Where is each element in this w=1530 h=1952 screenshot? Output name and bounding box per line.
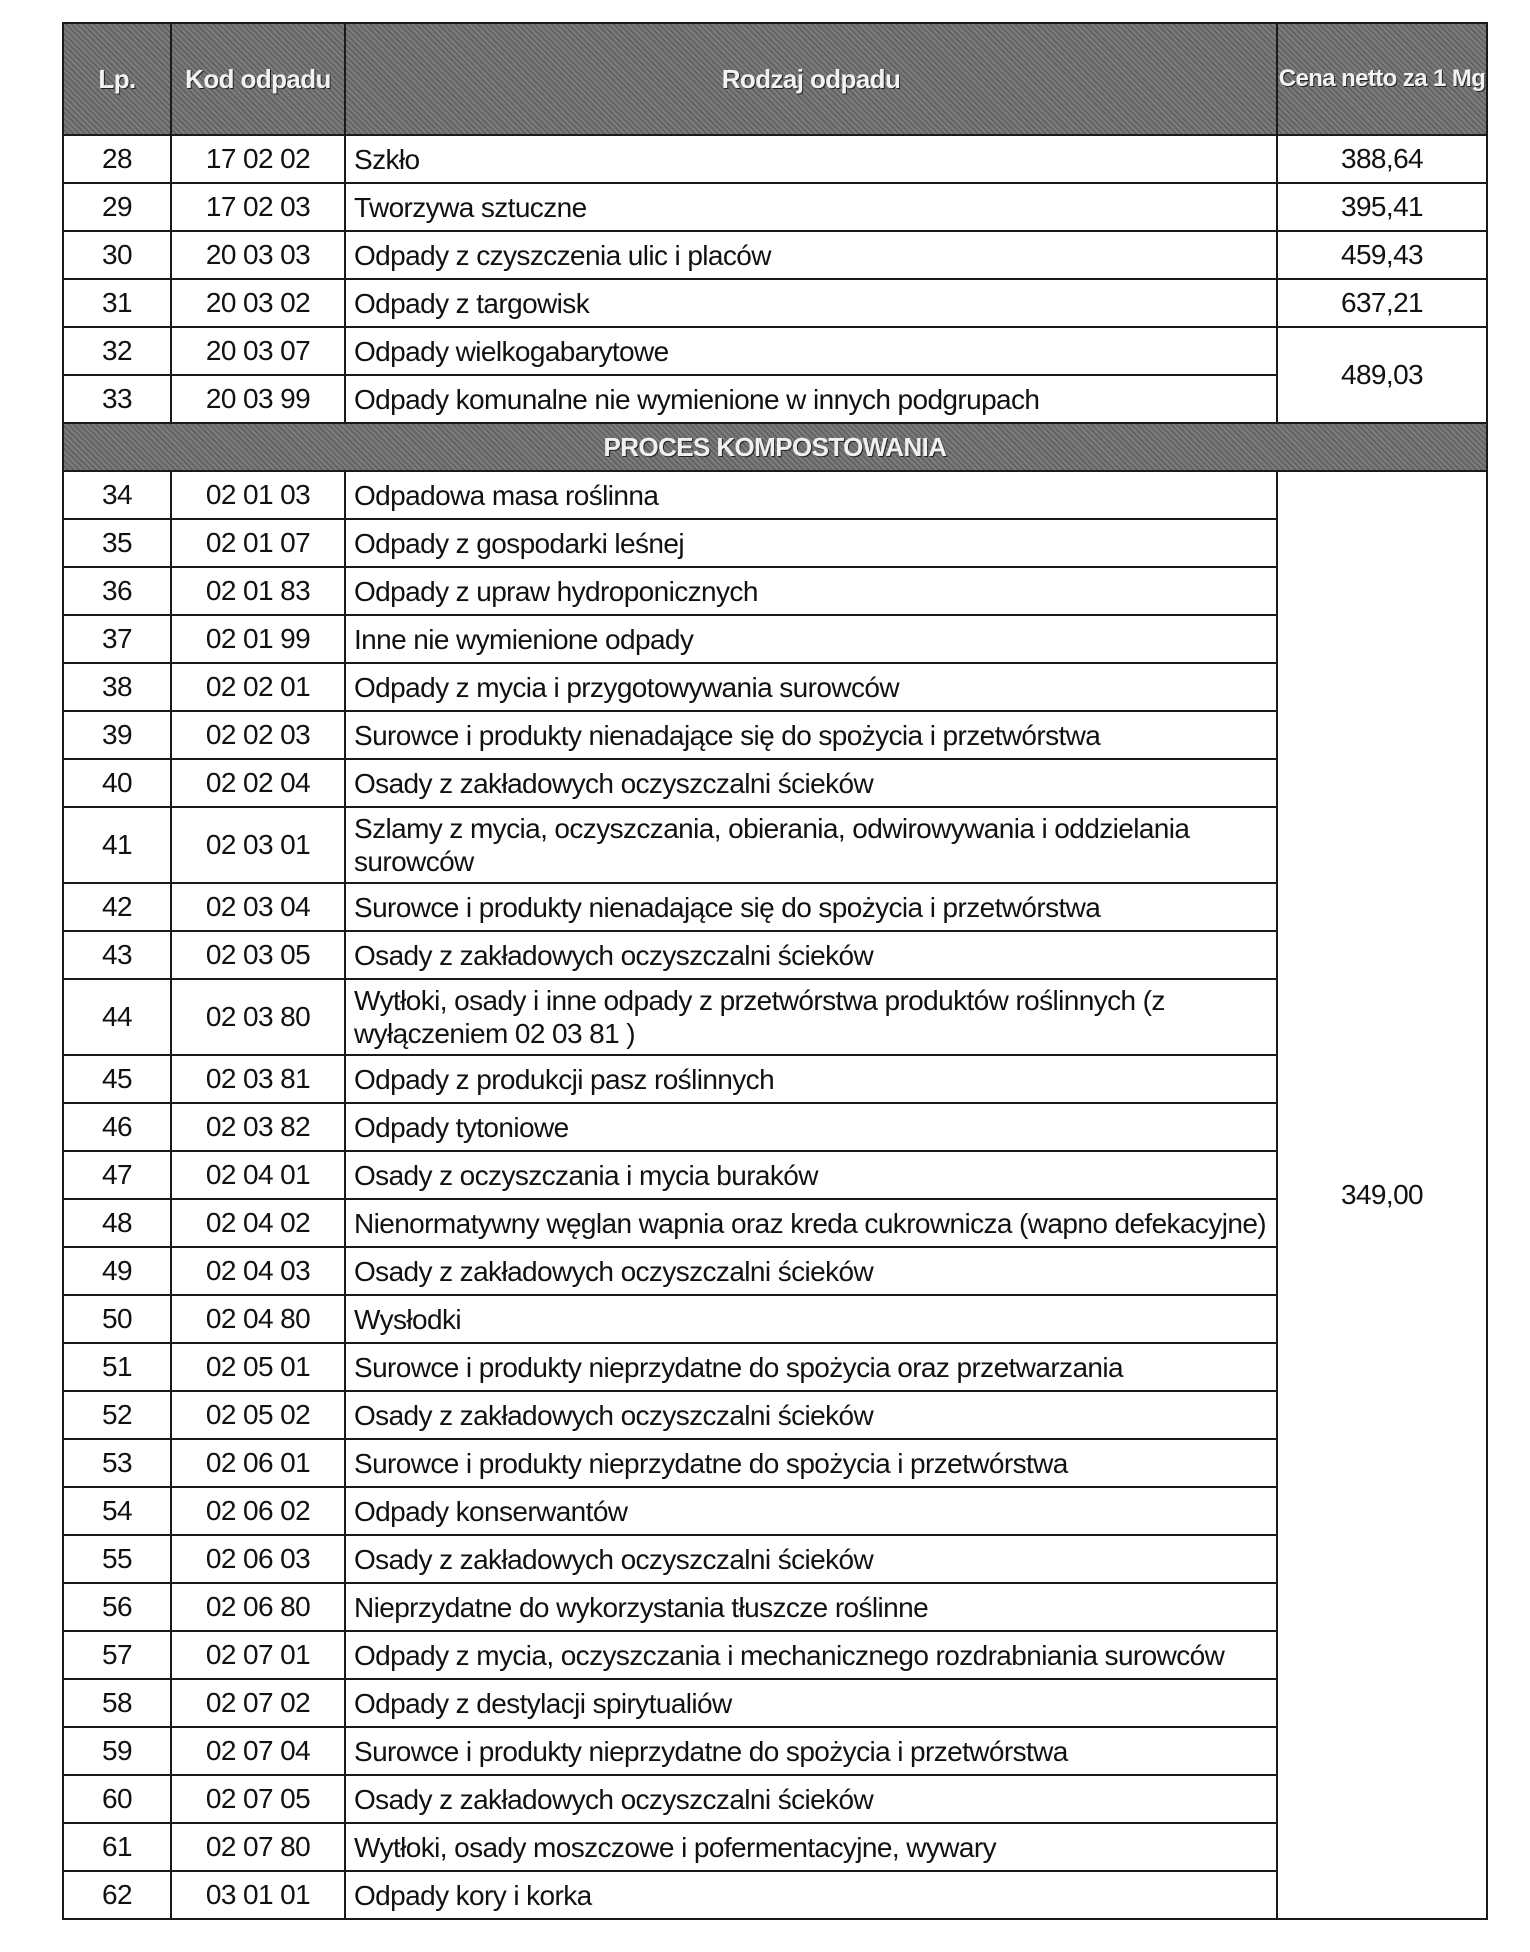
row-lp: 37 [63, 615, 171, 663]
row-lp: 41 [63, 807, 171, 883]
table-row [63, 663, 1487, 711]
row-name: Odpady kory i korka [345, 1871, 1277, 1919]
row-name: Odpady z upraw hydroponicznych [345, 567, 1277, 615]
row-lp: 49 [63, 1247, 171, 1295]
row-lp: 40 [63, 759, 171, 807]
row-code: 02 07 80 [171, 1823, 345, 1871]
row-code: 02 01 99 [171, 615, 345, 663]
row-name: Odpady z mycia i przygotowywania surowców [345, 663, 1277, 711]
row-name: Odpady z destylacji spirytualiów [345, 1679, 1277, 1727]
row-lp: 55 [63, 1535, 171, 1583]
row-lp: 45 [63, 1055, 171, 1103]
row-name: Odpady tytoniowe [345, 1103, 1277, 1151]
row-name: Osady z oczyszczania i mycia buraków [345, 1151, 1277, 1199]
row-lp: 32 [63, 327, 171, 375]
table-row [63, 519, 1487, 567]
row-name: Wytłoki, osady i inne odpady z przetwórstwa produktów roślinnych (z wyłączeniem 02 03 81 ) [345, 979, 1277, 1055]
row-code: 02 03 82 [171, 1103, 345, 1151]
row-lp: 51 [63, 1343, 171, 1391]
row-code: 02 06 80 [171, 1583, 345, 1631]
row-name: Odpady z mycia, oczyszczania i mechanicznego rozdrabniania surowców [345, 1631, 1277, 1679]
row-name: Nieprzydatne do wykorzystania tłuszcze roślinne [345, 1583, 1277, 1631]
table-row [63, 883, 1487, 931]
table-row [63, 615, 1487, 663]
table-row [63, 1727, 1487, 1775]
row-price: 395,41 [1277, 183, 1487, 231]
header-code: Kod odpadu [171, 23, 345, 135]
table-row [63, 1823, 1487, 1871]
row-code: 02 02 04 [171, 759, 345, 807]
row-lp: 34 [63, 471, 171, 519]
header-price: Cena netto za 1 Mg [1277, 23, 1487, 135]
row-code: 02 01 83 [171, 567, 345, 615]
row-name: Odpady z gospodarki leśnej [345, 519, 1277, 567]
table-row [63, 471, 1487, 519]
row-name: Odpady wielkogabarytowe [345, 327, 1277, 375]
table-row [63, 1679, 1487, 1727]
waste-price-table [62, 22, 1488, 1920]
row-code: 02 03 81 [171, 1055, 345, 1103]
row-code: 02 07 04 [171, 1727, 345, 1775]
table-row [63, 231, 1487, 279]
section-title: PROCES KOMPOSTOWANIA [63, 423, 1487, 471]
row-name: Tworzywa sztuczne [345, 183, 1277, 231]
merged-price-compost: 349,00 [1277, 471, 1487, 1919]
table-row [63, 1871, 1487, 1919]
table-row [63, 1295, 1487, 1343]
row-name: Wysłodki [345, 1295, 1277, 1343]
row-code: 02 04 80 [171, 1295, 345, 1343]
row-name: Odpady z produkcji pasz roślinnych [345, 1055, 1277, 1103]
row-code: 20 03 03 [171, 231, 345, 279]
table-row [63, 759, 1487, 807]
row-name: Osady z zakładowych oczyszczalni ścieków [345, 759, 1277, 807]
table-row [63, 1103, 1487, 1151]
row-lp: 54 [63, 1487, 171, 1535]
table-row [63, 979, 1487, 1055]
row-lp: 48 [63, 1199, 171, 1247]
table-row [63, 1439, 1487, 1487]
row-lp: 39 [63, 711, 171, 759]
row-lp: 46 [63, 1103, 171, 1151]
table-row [63, 183, 1487, 231]
price-table-sheet [62, 22, 1486, 1920]
row-code: 20 03 07 [171, 327, 345, 375]
row-code: 02 01 03 [171, 471, 345, 519]
row-lp: 28 [63, 135, 171, 183]
row-lp: 29 [63, 183, 171, 231]
row-name: Szkło [345, 135, 1277, 183]
table-row [63, 1199, 1487, 1247]
row-code: 20 03 99 [171, 375, 345, 423]
row-code: 02 02 01 [171, 663, 345, 711]
row-name: Inne nie wymienione odpady [345, 615, 1277, 663]
header-name: Rodzaj odpadu [345, 23, 1277, 135]
row-code: 03 01 01 [171, 1871, 345, 1919]
row-name: Nienormatywny węglan wapnia oraz kreda cukrownicza (wapno defekacyjne) [345, 1199, 1277, 1247]
merged-price-bulky: 489,03 [1277, 327, 1487, 423]
table-row [63, 711, 1487, 759]
row-code: 02 07 05 [171, 1775, 345, 1823]
row-code: 17 02 03 [171, 183, 345, 231]
table-row [63, 807, 1487, 883]
table-row [63, 327, 1487, 375]
row-lp: 62 [63, 1871, 171, 1919]
table-row [63, 1151, 1487, 1199]
row-code: 02 03 01 [171, 807, 345, 883]
row-code: 02 04 03 [171, 1247, 345, 1295]
row-lp: 33 [63, 375, 171, 423]
row-name: Szlamy z mycia, oczyszczania, obierania, odwirowywania i oddzielania surowców [345, 807, 1277, 883]
table-row [63, 1343, 1487, 1391]
row-lp: 52 [63, 1391, 171, 1439]
table-header-row [63, 23, 1487, 135]
row-lp: 61 [63, 1823, 171, 1871]
row-code: 02 01 07 [171, 519, 345, 567]
header-lp: Lp. [63, 23, 171, 135]
row-lp: 50 [63, 1295, 171, 1343]
table-row [63, 1391, 1487, 1439]
row-lp: 42 [63, 883, 171, 931]
row-code: 20 03 02 [171, 279, 345, 327]
table-row [63, 567, 1487, 615]
row-name: Odpadowa masa roślinna [345, 471, 1277, 519]
row-lp: 58 [63, 1679, 171, 1727]
row-code: 02 06 01 [171, 1439, 345, 1487]
row-name: Osady z zakładowych oczyszczalni ścieków [345, 1247, 1277, 1295]
table-row [63, 931, 1487, 979]
row-code: 02 06 02 [171, 1487, 345, 1535]
row-name: Surowce i produkty nieprzydatne do spożycia i przetwórstwa [345, 1439, 1277, 1487]
table-row [63, 1487, 1487, 1535]
row-lp: 53 [63, 1439, 171, 1487]
table-row [63, 1583, 1487, 1631]
row-lp: 35 [63, 519, 171, 567]
row-name: Odpady komunalne nie wymienione w innych podgrupach [345, 375, 1277, 423]
row-code: 02 04 01 [171, 1151, 345, 1199]
row-name: Surowce i produkty nienadające się do spożycia i przetwórstwa [345, 711, 1277, 759]
row-price: 459,43 [1277, 231, 1487, 279]
row-name: Wytłoki, osady moszczowe i pofermentacyjne, wywary [345, 1823, 1277, 1871]
row-code: 02 05 01 [171, 1343, 345, 1391]
table-row [63, 1247, 1487, 1295]
row-lp: 59 [63, 1727, 171, 1775]
row-price: 388,64 [1277, 135, 1487, 183]
table-row [63, 375, 1487, 423]
row-code: 02 05 02 [171, 1391, 345, 1439]
row-code: 02 02 03 [171, 711, 345, 759]
row-name: Surowce i produkty nieprzydatne do spożycia i przetwórstwa [345, 1727, 1277, 1775]
table-row [63, 135, 1487, 183]
row-lp: 56 [63, 1583, 171, 1631]
row-name: Osady z zakładowych oczyszczalni ścieków [345, 1775, 1277, 1823]
row-name: Osady z zakładowych oczyszczalni ścieków [345, 1535, 1277, 1583]
table-row [63, 1631, 1487, 1679]
row-lp: 38 [63, 663, 171, 711]
row-code: 02 06 03 [171, 1535, 345, 1583]
row-lp: 47 [63, 1151, 171, 1199]
row-code: 02 07 02 [171, 1679, 345, 1727]
row-lp: 44 [63, 979, 171, 1055]
row-name: Osady z zakładowych oczyszczalni ścieków [345, 931, 1277, 979]
row-code: 02 03 80 [171, 979, 345, 1055]
row-name: Odpady z targowisk [345, 279, 1277, 327]
row-name: Odpady konserwantów [345, 1487, 1277, 1535]
row-code: 02 03 04 [171, 883, 345, 931]
row-code: 17 02 02 [171, 135, 345, 183]
row-name: Osady z zakładowych oczyszczalni ścieków [345, 1391, 1277, 1439]
row-lp: 43 [63, 931, 171, 979]
row-lp: 36 [63, 567, 171, 615]
row-code: 02 04 02 [171, 1199, 345, 1247]
table-row [63, 1535, 1487, 1583]
row-name: Surowce i produkty nieprzydatne do spożycia oraz przetwarzania [345, 1343, 1277, 1391]
table-body [63, 135, 1487, 1919]
row-name: Surowce i produkty nienadające się do spożycia i przetwórstwa [345, 883, 1277, 931]
table-row [63, 1055, 1487, 1103]
table-row [63, 1775, 1487, 1823]
row-lp: 60 [63, 1775, 171, 1823]
row-lp: 57 [63, 1631, 171, 1679]
row-code: 02 03 05 [171, 931, 345, 979]
row-code: 02 07 01 [171, 1631, 345, 1679]
table-row [63, 279, 1487, 327]
section-header-row [63, 423, 1487, 471]
row-name: Odpady z czyszczenia ulic i placów [345, 231, 1277, 279]
row-lp: 30 [63, 231, 171, 279]
row-price: 637,21 [1277, 279, 1487, 327]
row-lp: 31 [63, 279, 171, 327]
